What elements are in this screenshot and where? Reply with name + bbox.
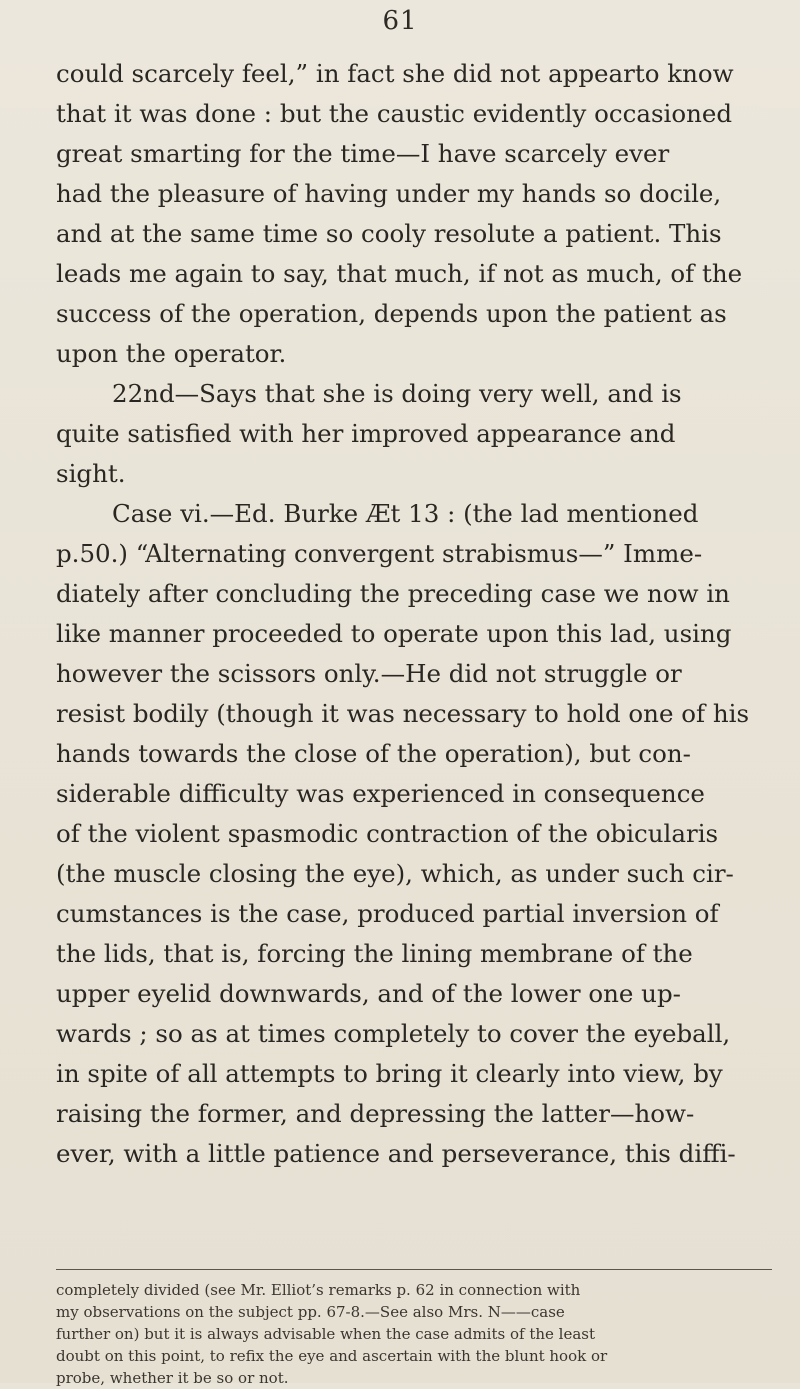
text-line: 22nd—Says that she is doing very well, and is: [112, 379, 682, 408]
text-line: hands towards the close of the operation), but con-: [56, 739, 691, 768]
text-line: however the scissors only.—He did not struggle or: [56, 659, 682, 688]
text-line: in spite of all attempts to bring it clearly into view, by: [56, 1059, 723, 1088]
text-line: (the muscle closing the eye), which, as under such cir-: [56, 859, 734, 888]
text-line: p.50.) “Alternating convergent strabismus—” Imme-: [56, 539, 703, 568]
footnote-line: doubt on this point, to refix the eye and ascertain with the blunt hook or: [56, 1347, 608, 1365]
text-line: great smarting for the time—I have scarcely ever: [56, 139, 670, 168]
text-line: siderable difficulty was experienced in consequence: [56, 779, 705, 808]
text-line: diately after concluding the preceding case we now in: [56, 579, 730, 608]
text-line: wards ; so as at times completely to cover the eyeball,: [56, 1019, 731, 1048]
text-line: leads me again to say, that much, if not as much, of the: [56, 259, 743, 288]
case-heading-line: Case vi.—Ed. Burke Æt 13 : (the lad mentioned: [112, 499, 699, 528]
footnote-divider: [56, 1269, 772, 1270]
footnote-line: further on) but it is always advisable when the case admits of the least: [56, 1325, 595, 1343]
text-line: sight.: [56, 459, 126, 488]
text-line: and at the same time so cooly resolute a patient. This: [56, 219, 722, 248]
text-line: cumstances is the case, produced partial inversion of: [56, 899, 719, 928]
text-line: resist bodily (though it was necessary to hold one of his: [56, 699, 750, 728]
text-line: of the violent spasmodic contraction of the obicularis: [56, 819, 719, 848]
text-line: could scarcely feel,” in fact she did not appearto know: [56, 59, 734, 88]
text-line: quite satisfied with her improved appearance and: [56, 419, 676, 448]
text-line: upper eyelid downwards, and of the lower one up-: [56, 979, 681, 1008]
text-line: upon the operator.: [56, 339, 287, 368]
text-line: success of the operation, depends upon the patient as: [56, 299, 727, 328]
page-number: 61: [382, 6, 418, 36]
text-line: the lids, that is, forcing the lining membrane of the: [56, 939, 693, 968]
text-line: like manner proceeded to operate upon this lad, using: [56, 619, 732, 648]
text-line: had the pleasure of having under my hands so docile,: [56, 179, 722, 208]
footnote-line: completely divided (see Mr. Elliot’s remarks p. 62 in connection with: [56, 1281, 581, 1299]
text-line: ever, with a little patience and perseverance, this diffi-: [56, 1139, 736, 1168]
footnote: [56, 1279, 772, 1389]
footnote-line: probe, whether it be so or not.: [56, 1369, 289, 1387]
footnote-line: my observations on the subject pp. 67-8.—See also Mrs. N——case: [56, 1303, 565, 1321]
text-line: raising the former, and depressing the latter—how-: [56, 1099, 695, 1128]
body-text: [56, 54, 772, 1174]
text-line: that it was done : but the caustic evidently occasioned: [56, 99, 733, 128]
